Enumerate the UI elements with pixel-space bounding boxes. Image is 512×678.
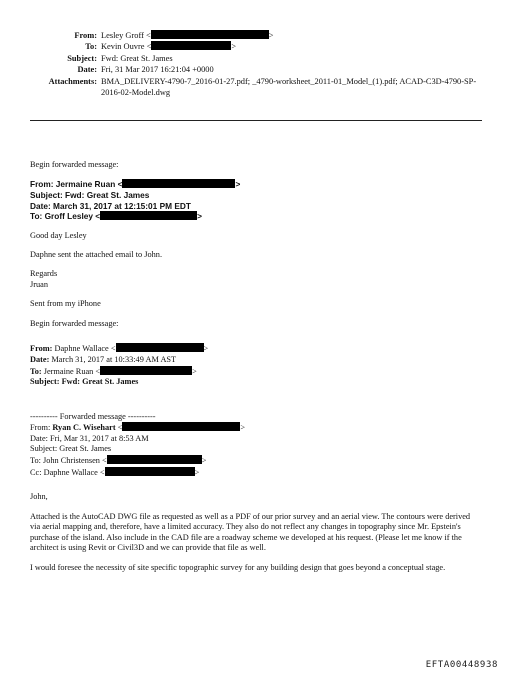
- email-body: [30, 160, 482, 573]
- begin-forwarded-label-2: Begin forwarded message:: [30, 318, 119, 328]
- forward-3-header: ---------- Forwarded message ---------- From: Ryan C. Wisehart < > Date: Fri, Mar 31, 2017 at 8:53 AM Subject: Great St. James To: John Christensen < > Cc: Daphne Wallace < >: [30, 412, 482, 479]
- header-from-row: [0, 30, 512, 41]
- redaction-bar: [100, 366, 192, 375]
- fwd2-to-label: To:: [30, 366, 42, 376]
- fwd1-date: Date: March 31, 2017 at 12:15:01 PM EDT: [30, 200, 191, 211]
- header-from-value: Lesley Groff <: [101, 31, 151, 40]
- paragraph-2: I would foresee the necessity of site specific topographic survey for any building design that goes beyond a conceptual stage.: [30, 562, 446, 572]
- redaction-bar: [122, 179, 235, 188]
- header-date-row: [0, 64, 512, 75]
- fwd2-date-label: Date:: [30, 354, 50, 364]
- fwd2-from-value: Daphne Wallace <: [52, 344, 116, 354]
- header-subject-value: Fwd: Great St. James: [101, 53, 173, 63]
- fwd1-subject: Subject: Fwd: Great St. James: [30, 189, 150, 200]
- fwd3-from-label: From:: [30, 423, 53, 433]
- paragraph-1: Attached is the AutoCAD DWG file as requested as well as a PDF of our prior survey and an aerial view. The contours were derived via aerial mapping and, therefore, have a limited accuracy. They also do not reflect any changes in topography since Mr. Epstein's purchase of the island. Also include in the CAD file are a roadway scheme we developed at his request. (Please let me know if the architect is using Revit or Civil3D and we can provide that file as well.: [30, 511, 471, 553]
- fwd3-date: Date: Fri, Mar 31, 2017 at 8:53 AM: [30, 433, 149, 443]
- header-to-value: Kevin Ouvre <: [101, 42, 152, 52]
- header-from-label: From:: [74, 31, 97, 40]
- header-divider: [30, 120, 482, 121]
- fwd3-subject: Subject: Great St. James: [30, 444, 112, 454]
- regards: Regards: [30, 269, 58, 279]
- header-to-label: To:: [85, 42, 97, 52]
- header-attachments-label: Attachments:: [48, 76, 97, 86]
- greeting: Good day Lesley: [30, 230, 87, 240]
- header-attachments-row: [0, 76, 512, 99]
- document-id: EFTA00448938: [425, 660, 498, 670]
- fwd2-to-value: Jermaine Ruan <: [41, 366, 101, 376]
- forward-1-header: From: Jermaine Ruan < > Subject: Fwd: Great St. James Date: March 31, 2017 at 12:15:01 PM EDT To: Groff Lesley < >: [30, 179, 482, 221]
- sent-from: Sent from my iPhone: [30, 299, 101, 309]
- header-subject-label: Subject:: [67, 53, 97, 63]
- fwd2-date-value: March 31, 2017 at 10:33:49 AM AST: [49, 354, 177, 364]
- fwd2-subject: Subject: Fwd: Great St. James: [30, 377, 139, 387]
- header-attachments-value: BMA_DELIVERY-4790-7_2016-01-27.pdf; _4790-worksheet_2011-01_Model_(1).pdf; ACAD-C3D-4790-SP-2016-02-Model.dwg: [101, 76, 477, 98]
- fwd3-from-name: Ryan C. Wisehart: [52, 423, 116, 433]
- header-to-end: >: [231, 42, 237, 52]
- header-to-row: [0, 41, 512, 52]
- header-date-value: Fri, 31 Mar 2017 16:21:04 +0000: [101, 65, 214, 75]
- fwd3-to: To: John Christensen <: [30, 456, 107, 466]
- redaction-bar: [151, 30, 269, 39]
- forward-2-header: From: Daphne Wallace < > Date: March 31, 2017 at 10:33:49 AM AST To: Jermaine Ruan < > Subject: Fwd: Great St. James: [30, 343, 482, 387]
- redaction-bar: [122, 422, 240, 431]
- fwd1-from: From: Jermaine Ruan <: [30, 179, 123, 190]
- fwd1-to: To: Groff Lesley <: [30, 211, 101, 222]
- salutation: John,: [30, 492, 48, 502]
- redaction-bar: [105, 467, 195, 476]
- body-line-1: Daphne sent the attached email to John.: [30, 249, 163, 259]
- begin-forwarded-label: Begin forwarded message:: [30, 160, 119, 169]
- header-from-end: >: [268, 31, 274, 40]
- header-date-label: Date:: [77, 65, 97, 75]
- redaction-bar: [107, 455, 202, 464]
- fwd2-from-label: From:: [30, 344, 53, 354]
- redaction-bar: [151, 41, 231, 50]
- signature: Jruan: [30, 279, 48, 289]
- email-header: [0, 30, 512, 98]
- redaction-bar: [100, 211, 197, 220]
- forward-separator: ---------- Forwarded message ----------: [30, 411, 156, 421]
- fwd3-cc: Cc: Daphne Wallace <: [30, 467, 105, 477]
- header-subject-row: [0, 53, 512, 64]
- redaction-bar: [116, 343, 204, 352]
